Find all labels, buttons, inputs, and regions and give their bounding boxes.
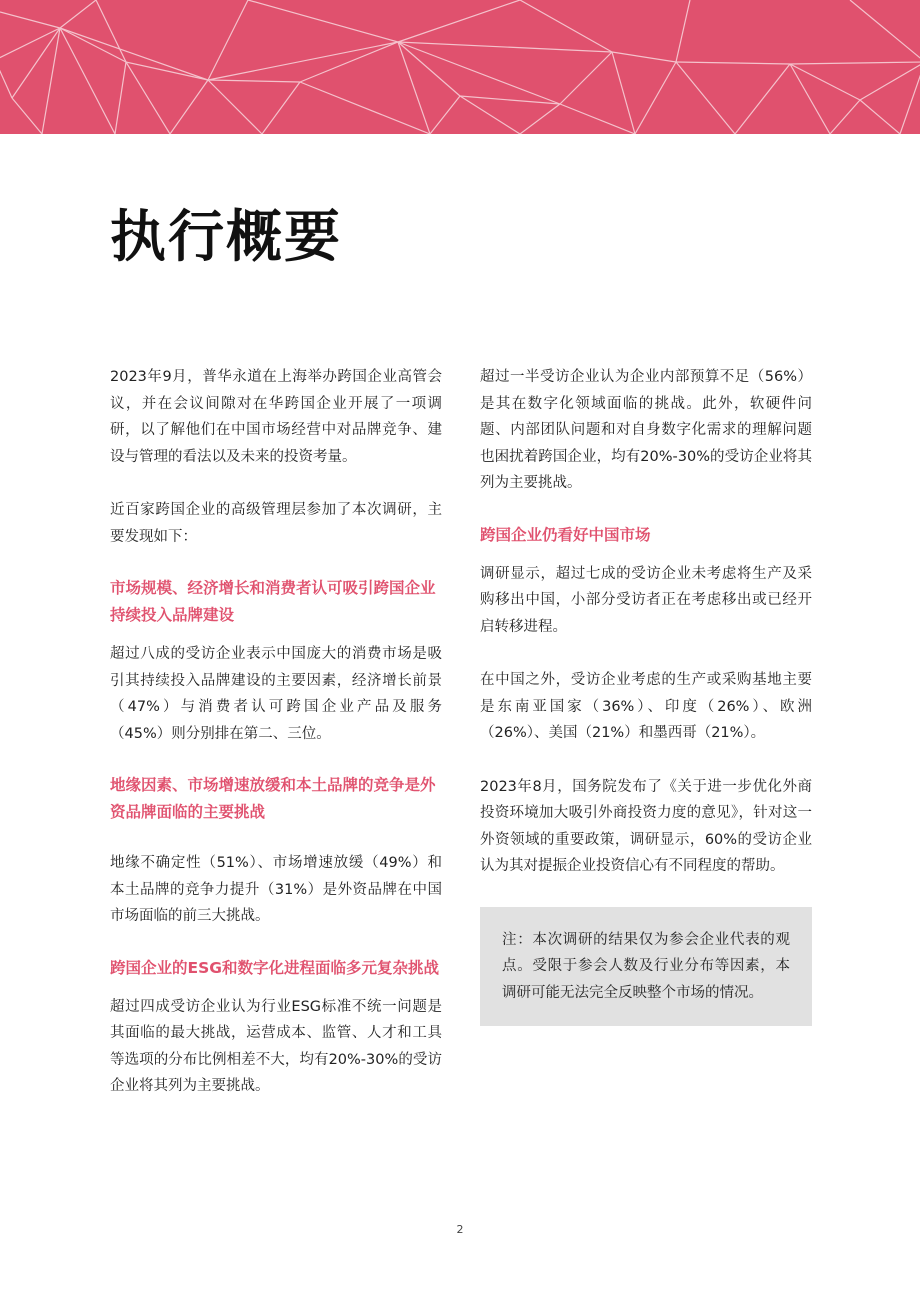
- paragraph-supply-chain: 调研显示，超过七成的受访企业未考虑将生产及采购移出中国，小部分受访者正在考虑移出或已经开启转移进程。: [480, 565, 812, 635]
- intro-paragraph-1: 2023年9月，普华永道在上海举办跨国企业高管会议，并在会议间隙对在华跨国企业开展了一项调研，以了解他们在中国市场经营中对品牌竞争、建设与管理的看法以及未来的投资考量。: [110, 369, 442, 465]
- paragraph-alternative-bases: 在中国之外，受访企业考虑的生产或采购基地主要是东南亚国家（36%）、印度（26%）、欧洲（26%）、美国（21%）和墨西哥（21%）。: [480, 672, 812, 741]
- paragraph-esg-digital: 超过四成受访企业认为行业ESG标准不统一问题是其面临的最大挑战，运营成本、监管、人才和工具等选项的分布比例相差不大，均有20%-30%的受访企业将其列为主要挑战。: [110, 998, 442, 1094]
- page-number: 2: [456, 1223, 464, 1236]
- right-column: [480, 364, 812, 1026]
- note-text: 注：本次调研的结果仅为参会企业代表的观点。受限于参会人数及行业分布等因素，本调研可能无法完全反映整个市场的情况。: [502, 931, 790, 1001]
- page-title: 执行概要: [110, 205, 342, 270]
- paragraph-market-scale: 超过八成的受访企业表示中国庞大的消费市场是吸引其持续投入品牌建设的主要因素，经济增长前景（47%）与消费者认可跨国企业产品及服务（45%）则分别排在第二、三位。: [110, 646, 442, 742]
- paragraph-challenges: 地缘不确定性（51%）、市场增速放缓（49%）和本土品牌的竞争力提升（31%）是外资品牌在中国市场面临的前三大挑战。: [110, 855, 442, 924]
- paragraph-digital-budget: 超过一半受访企业认为企业内部预算不足（56%）是其在数字化领域面临的挑战。此外，软硬件问题、内部团队问题和对自身数字化需求的理解问题也困扰着跨国企业，均有20%-30%的受访企业将其列为主要挑战。: [480, 369, 812, 491]
- header-banner: [0, 0, 920, 134]
- section-heading-challenges: 地缘因素、市场增速放缓和本土品牌的竞争是外资品牌面临的主要挑战: [110, 776, 436, 821]
- section-heading-market-scale: 市场规模、经济增长和消费者认可吸引跨国企业持续投入品牌建设: [110, 579, 436, 624]
- note-box: [480, 907, 812, 1027]
- geometric-pattern: [0, 0, 920, 134]
- paragraph-state-council-policy: 2023年8月，国务院发布了《关于进一步优化外商投资环境加大吸引外商投资力度的意见》，针对这一外资领域的重要政策，调研显示，60%的受访企业认为其对提振企业投资信心有不同程度的帮助。: [480, 778, 812, 874]
- left-column: [110, 364, 442, 1127]
- section-heading-esg-digital: 跨国企业的ESG和数字化进程面临多元复杂挑战: [110, 958, 439, 977]
- intro-paragraph-2: 近百家跨国企业的高级管理层参加了本次调研，主要发现如下：: [110, 502, 442, 545]
- section-heading-china-outlook: 跨国企业仍看好中国市场: [480, 525, 651, 544]
